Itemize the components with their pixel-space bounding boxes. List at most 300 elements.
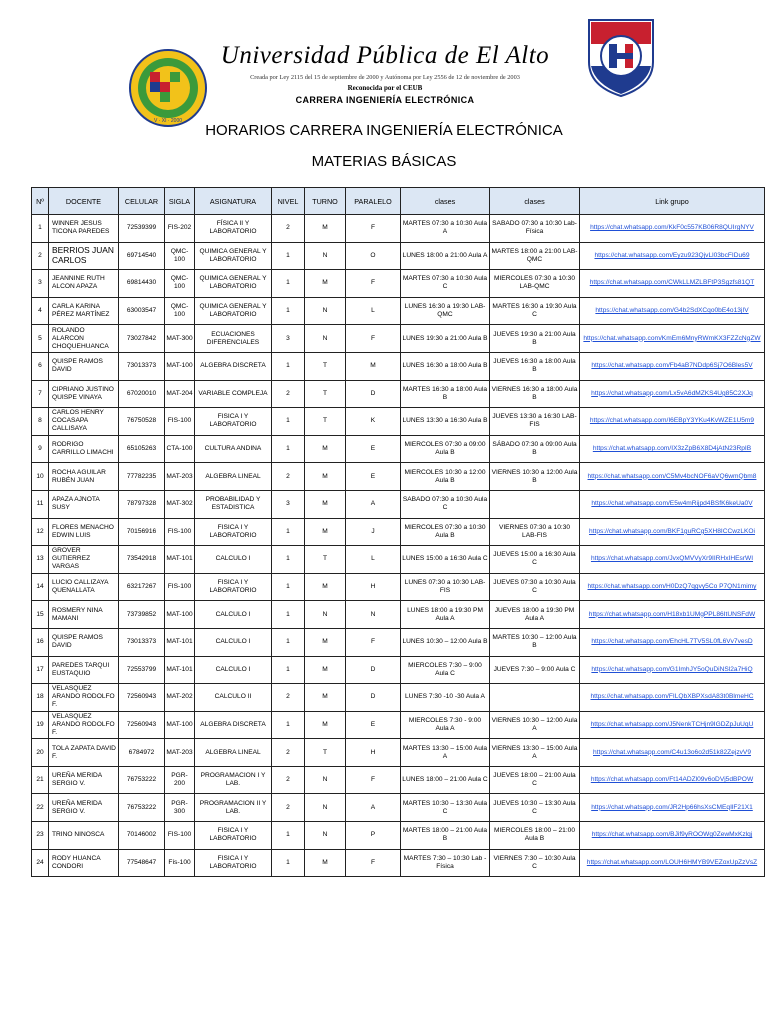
row-number: 8	[32, 408, 49, 436]
section: A	[346, 794, 401, 822]
shift: M	[305, 684, 346, 712]
table-row	[32, 242, 765, 270]
group-link[interactable]: https://chat.whatsapp.com/BKF1guRCg5XH8ICCwzLKOi	[580, 518, 765, 546]
teacher-name: CARLOS HENRY COCASAPA CALLISAYA	[49, 408, 119, 436]
phone: 73013373	[119, 352, 165, 380]
section: L	[346, 546, 401, 574]
subject: FISICA I Y LABORATORIO	[195, 518, 272, 546]
table-row	[32, 628, 765, 656]
column-header: CELULAR	[119, 188, 165, 215]
table-row	[32, 380, 765, 408]
subject: ECUACIONES DIFERENCIALES	[195, 325, 272, 353]
course-code: QMC-100	[165, 242, 195, 270]
phone: 72539399	[119, 215, 165, 243]
group-link[interactable]: https://chat.whatsapp.com/KmEm6MnyRWmKX3FZZcNgZW	[580, 325, 765, 353]
shift: N	[305, 766, 346, 794]
phone: 73027842	[119, 325, 165, 353]
column-header: SIGLA	[165, 188, 195, 215]
page-title: HORARIOS CARRERA INGENIERÍA ELECTRÓNICA	[205, 122, 563, 139]
row-number: 5	[32, 325, 49, 353]
phone: 63217267	[119, 573, 165, 601]
class-schedule-2: JUEVES 19:30 a 21:00 Aula B	[490, 325, 580, 353]
class-schedule-1: MARTES 18:00 – 21:00 Aula B	[401, 822, 490, 850]
table-body	[32, 215, 765, 877]
level: 1	[272, 435, 305, 463]
class-schedule-2: VIERNES 10:30 a 12:00 Aula B	[490, 463, 580, 491]
teacher-name: UREÑA MERIDA SERGIO V.	[49, 766, 119, 794]
section: K	[346, 408, 401, 436]
table-row	[32, 325, 765, 353]
section: F	[346, 849, 401, 877]
level: 1	[272, 408, 305, 436]
teacher-name: RODY HUANCA CONDORI	[49, 849, 119, 877]
class-schedule-1: LUNES 13:30 a 16:30 Aula B	[401, 408, 490, 436]
column-header: clases	[490, 188, 580, 215]
phone: 72553799	[119, 656, 165, 684]
class-schedule-2: VIERNES 07:30 a 10:30 LAB-FIS	[490, 518, 580, 546]
course-code: FIS-100	[165, 822, 195, 850]
table-row	[32, 435, 765, 463]
section: H	[346, 573, 401, 601]
section: L	[346, 297, 401, 325]
creation-law-text: Creada por Ley 2115 del 15 de septiembre de 2000 y Autónoma por Ley 2556 de 12 de noviembre de 2003	[250, 74, 520, 81]
group-link[interactable]: https://chat.whatsapp.com/G1ImhJY5oQuDiNSl2a7HiQ	[580, 656, 765, 684]
class-schedule-2	[490, 490, 580, 518]
course-code: FIS-100	[165, 573, 195, 601]
teacher-name: WINNER JESUS TICONA PAREDES	[49, 215, 119, 243]
row-number: 18	[32, 684, 49, 712]
shift: N	[305, 794, 346, 822]
class-schedule-1: MIERCOLES 7:30 – 9:00 Aula C	[401, 656, 490, 684]
row-number: 20	[32, 739, 49, 767]
row-number: 9	[32, 435, 49, 463]
group-link[interactable]: https://chat.whatsapp.com/JvxQMVVyXr9IIRHxIHEsrWI	[580, 546, 765, 574]
class-schedule-1: LUNES 7:30 -10 -30 Aula A	[401, 684, 490, 712]
phone: 76750528	[119, 408, 165, 436]
group-link[interactable]: https://chat.whatsapp.com/G4b2SdXCqo0bE4o13jIV	[580, 297, 765, 325]
teacher-name: CIPRIANO JUSTINO QUISPE VINAYA	[49, 380, 119, 408]
section: D	[346, 684, 401, 712]
section: O	[346, 242, 401, 270]
shift: M	[305, 435, 346, 463]
group-link[interactable]: https://chat.whatsapp.com/H18xb1UMgPPL86ItUNSFdW	[580, 601, 765, 629]
shift: M	[305, 628, 346, 656]
shift: T	[305, 408, 346, 436]
class-schedule-2: MARTES 10:30 – 12:00 Aula B	[490, 628, 580, 656]
level: 2	[272, 766, 305, 794]
class-schedule-1: LUNES 16:30 a 19:30 LAB-QMC	[401, 297, 490, 325]
shift: N	[305, 822, 346, 850]
svg-text:V · XI · 2000: V · XI · 2000	[153, 118, 183, 124]
university-name: Universidad Pública de El Alto	[220, 42, 550, 69]
table-row	[32, 408, 765, 436]
class-schedule-1: LUNES 16:30 a 18:00 Aula B	[401, 352, 490, 380]
row-number: 23	[32, 822, 49, 850]
document-header	[0, 0, 768, 124]
group-link[interactable]: https://chat.whatsapp.com/Eyzu923QjvLl03bcFIDu69	[580, 242, 765, 270]
section: F	[346, 325, 401, 353]
level: 3	[272, 490, 305, 518]
recognition-text: Reconocida por el CEUB	[347, 84, 423, 92]
row-number: 24	[32, 849, 49, 877]
class-schedule-2: VIERNES 13:30 – 15:00 Aula A	[490, 739, 580, 767]
level: 1	[272, 849, 305, 877]
class-schedule-1: MARTES 10:30 – 13:30 Aula C	[401, 794, 490, 822]
phone: 73739852	[119, 601, 165, 629]
course-code: FIS-202	[165, 215, 195, 243]
subject: FISICA I Y LABORATORIO	[195, 849, 272, 877]
section: E	[346, 435, 401, 463]
subject: FÍSICA II Y LABORATORIO	[195, 215, 272, 243]
level: 2	[272, 215, 305, 243]
level: 1	[272, 352, 305, 380]
class-schedule-1: LUNES 07:30 a 10:30 LAB-FIS	[401, 573, 490, 601]
row-number: 21	[32, 766, 49, 794]
column-header: PARALELO	[346, 188, 401, 215]
subject: FISICA I Y LABORATORIO	[195, 408, 272, 436]
teacher-name: VELASQUEZ ARANDO RODOLFO F.	[49, 684, 119, 712]
row-number: 1	[32, 215, 49, 243]
level: 1	[272, 242, 305, 270]
class-schedule-1: MARTES 13:30 – 15:00 Aula A	[401, 739, 490, 767]
class-schedule-1: MIERCOLES 07:30 a 09:00 Aula B	[401, 435, 490, 463]
subject: QUIMICA GENERAL Y LABORATORIO	[195, 242, 272, 270]
table-row	[32, 352, 765, 380]
group-link[interactable]: https://chat.whatsapp.com/J5NenkTCHjn9IGDZpJuUqU	[580, 711, 765, 739]
column-header: clases	[401, 188, 490, 215]
subject: PROGRAMACION II Y LAB.	[195, 794, 272, 822]
class-schedule-1: LUNES 10:30 – 12:00 Aula B	[401, 628, 490, 656]
course-code: PGR-200	[165, 766, 195, 794]
teacher-name: ROLANDO ALARCON CHOQUEHUANCA	[49, 325, 119, 353]
class-schedule-1: MIERCOLES 10:30 a 12:00 Aula B	[401, 463, 490, 491]
teacher-name: TOLA ZAPATA DAVID F.	[49, 739, 119, 767]
course-code: MAT-101	[165, 656, 195, 684]
row-number: 12	[32, 518, 49, 546]
level: 1	[272, 518, 305, 546]
section: N	[346, 601, 401, 629]
class-schedule-2: JUEVES 7:30 – 9:00 Aula C	[490, 656, 580, 684]
section: F	[346, 215, 401, 243]
level: 1	[272, 601, 305, 629]
level: 1	[272, 573, 305, 601]
phone: 72560943	[119, 711, 165, 739]
class-schedule-2: VIERNES 7:30 – 10:30 Aula C	[490, 849, 580, 877]
course-code: MAT-300	[165, 325, 195, 353]
group-link[interactable]: https://chat.whatsapp.com/Lx5vA6dMZKS4Ug85C2XJq	[580, 380, 765, 408]
group-link[interactable]: https://chat.whatsapp.com/EhcHL7TV5SL0fL6Vv7vesD	[580, 628, 765, 656]
group-link[interactable]: https://chat.whatsapp.com/H0DzQ7qgvy5Co P7QN1mimy	[580, 573, 765, 601]
course-code: MAT-203	[165, 463, 195, 491]
teacher-name: TRINO NINOSCA	[49, 822, 119, 850]
table-row	[32, 215, 765, 243]
table-row	[32, 766, 765, 794]
course-code: Fís-100	[165, 849, 195, 877]
section: E	[346, 463, 401, 491]
course-code: MAT-100	[165, 601, 195, 629]
group-link[interactable]: https://chat.whatsapp.com/IX3zZpB6X8D4jAtN23RpIB	[580, 435, 765, 463]
course-code: MAT-204	[165, 380, 195, 408]
row-number: 2	[32, 242, 49, 270]
table-row	[32, 546, 765, 574]
course-code: MAT-202	[165, 684, 195, 712]
subject: ALGEBRA LINEAL	[195, 463, 272, 491]
group-link[interactable]: https://chat.whatsapp.com/C5Mv4bcNOF6aVQ6wmQbm8	[580, 463, 765, 491]
class-schedule-2: VIERNES 16:30 a 18:00 Aula B	[490, 380, 580, 408]
level: 2	[272, 380, 305, 408]
shift: M	[305, 490, 346, 518]
subject: CALCULO I	[195, 628, 272, 656]
course-code: MAT-203	[165, 739, 195, 767]
level: 2	[272, 684, 305, 712]
teacher-name: UREÑA MERIDA SERGIO V.	[49, 794, 119, 822]
row-number: 13	[32, 546, 49, 574]
class-schedule-1: SABADO 07:30 a 10:30 Aula C	[401, 490, 490, 518]
phone: 70156916	[119, 518, 165, 546]
subject: ALGEBRA DISCRETA	[195, 711, 272, 739]
shift: M	[305, 711, 346, 739]
table-row	[32, 573, 765, 601]
group-link[interactable]: https://chat.whatsapp.com/JR2Hp66hsXsCMEqIlF21X1	[580, 794, 765, 822]
phone: 73542918	[119, 546, 165, 574]
shift: M	[305, 270, 346, 298]
table-row	[32, 656, 765, 684]
column-header: Nº	[32, 188, 49, 215]
group-link[interactable]: https://chat.whatsapp.com/FILQbXBPXsdA83t0BlmeHC	[580, 684, 765, 712]
subject: CALCULO II	[195, 684, 272, 712]
phone: 76753222	[119, 766, 165, 794]
level: 1	[272, 297, 305, 325]
shift: N	[305, 601, 346, 629]
level: 1	[272, 546, 305, 574]
phone: 69814430	[119, 270, 165, 298]
teacher-name: QUISPE RAMOS DAVID	[49, 628, 119, 656]
phone: 77782235	[119, 463, 165, 491]
class-schedule-2: JUEVES 18:00 – 21:00 Aula C	[490, 766, 580, 794]
class-schedule-2: JUEVES 10:30 – 13:30 Aula C	[490, 794, 580, 822]
subject: PROBABILIDAD Y ESTADISTICA	[195, 490, 272, 518]
phone: 73013373	[119, 628, 165, 656]
subject: CALCULO I	[195, 656, 272, 684]
section: A	[346, 490, 401, 518]
subject: CALCULO I	[195, 546, 272, 574]
section: D	[346, 656, 401, 684]
course-code: MAT-101	[165, 628, 195, 656]
table-row	[32, 518, 765, 546]
shift: M	[305, 573, 346, 601]
subject: ALGEBRA LINEAL	[195, 739, 272, 767]
table-row	[32, 684, 765, 712]
phone: 67020010	[119, 380, 165, 408]
table-row	[32, 822, 765, 850]
shift: N	[305, 242, 346, 270]
course-code: QMC-100	[165, 297, 195, 325]
teacher-name: GROVER GUTIERREZ VARGAS	[49, 546, 119, 574]
level: 2	[272, 739, 305, 767]
section: F	[346, 628, 401, 656]
teacher-name: BERRIOS JUAN CARLOS	[49, 242, 119, 270]
row-number: 10	[32, 463, 49, 491]
phone: 78797328	[119, 490, 165, 518]
table-row	[32, 297, 765, 325]
phone: 63003547	[119, 297, 165, 325]
group-link[interactable]: https://chat.whatsapp.com/E5w4mRijpd4BSfK6keUa0V	[580, 490, 765, 518]
teacher-name: PAREDES TARQUI EUSTAQUIO	[49, 656, 119, 684]
table-row	[32, 849, 765, 877]
section: D	[346, 380, 401, 408]
group-link[interactable]: https://chat.whatsapp.com/Fb4aB7NDdp6Sj7O6Bles5V	[580, 352, 765, 380]
teacher-name: QUISPE RAMOS DAVID	[49, 352, 119, 380]
column-header: ASIGNATURA	[195, 188, 272, 215]
course-code: PGR-300	[165, 794, 195, 822]
class-schedule-2: JUEVES 18:00 a 19:30 PM Aula A	[490, 601, 580, 629]
row-number: 3	[32, 270, 49, 298]
table-row	[32, 463, 765, 491]
row-number: 22	[32, 794, 49, 822]
row-number: 16	[32, 628, 49, 656]
engineering-shield-logo	[585, 14, 657, 98]
subject: FISICA I Y LABORATORIO	[195, 822, 272, 850]
class-schedule-2	[490, 684, 580, 712]
class-schedule-2: MARTES 18:00 a 21:00 LAB-QMC	[490, 242, 580, 270]
level: 1	[272, 822, 305, 850]
class-schedule-1: MARTES 7:30 – 10:30 Lab - Física	[401, 849, 490, 877]
section: M	[346, 352, 401, 380]
subject: VARIABLE COMPLEJA	[195, 380, 272, 408]
course-code: FIS-100	[165, 408, 195, 436]
column-header: TURNO	[305, 188, 346, 215]
phone: 69714540	[119, 242, 165, 270]
class-schedule-2: MIERCOLES 18:00 – 21:00 Aula B	[490, 822, 580, 850]
section: H	[346, 739, 401, 767]
course-code: MAT-100	[165, 352, 195, 380]
class-schedule-2: VIERNES 10:30 – 12:00 Aula A	[490, 711, 580, 739]
class-schedule-2: JUEVES 07:30 a 10:30 Aula C	[490, 573, 580, 601]
level: 3	[272, 325, 305, 353]
section: E	[346, 711, 401, 739]
level: 1	[272, 656, 305, 684]
subject: FISICA I Y LABORATORIO	[195, 573, 272, 601]
level: 1	[272, 711, 305, 739]
class-schedule-1: MIERCOLES 07:30 a 10:30 Aula B	[401, 518, 490, 546]
level: 2	[272, 463, 305, 491]
phone: 76753222	[119, 794, 165, 822]
class-schedule-2: MIERCOLES 07:30 a 10:30 LAB-QMC	[490, 270, 580, 298]
class-schedule-1: MARTES 07:30 a 10:30 Aula A	[401, 215, 490, 243]
column-header: Link grupo	[580, 188, 765, 215]
subject: QUIMICA GENERAL Y LABORATORIO	[195, 297, 272, 325]
class-schedule-1: LUNES 15:00 a 16:30 Aula C	[401, 546, 490, 574]
page-subtitle: MATERIAS BÁSICAS	[311, 153, 457, 170]
schedule-table	[31, 187, 765, 877]
subject: CALCULO I	[195, 601, 272, 629]
teacher-name: RODRIGO CARRILLO LIMACHI	[49, 435, 119, 463]
row-number: 6	[32, 352, 49, 380]
class-schedule-1: MARTES 16:30 a 18:00 Aula B	[401, 380, 490, 408]
subject: PROGRAMACION I Y LAB.	[195, 766, 272, 794]
teacher-name: JEANNINE RUTH ALCON APAZA	[49, 270, 119, 298]
level: 1	[272, 628, 305, 656]
shift: M	[305, 518, 346, 546]
column-header: NIVEL	[272, 188, 305, 215]
phone: 6784972	[119, 739, 165, 767]
subject: CULTURA ANDINA	[195, 435, 272, 463]
class-schedule-1: LUNES 18:00 – 21:00 Aula C	[401, 766, 490, 794]
subject: ALGEBRA DISCRETA	[195, 352, 272, 380]
shift: N	[305, 325, 346, 353]
teacher-name: ROCHA AGUILAR RUBÉN JUAN	[49, 463, 119, 491]
class-schedule-2: JUEVES 16:30 a 18:00 Aula B	[490, 352, 580, 380]
row-number: 19	[32, 711, 49, 739]
table-row	[32, 711, 765, 739]
course-code: QMC-100	[165, 270, 195, 298]
table-row	[32, 490, 765, 518]
shift: M	[305, 656, 346, 684]
teacher-name: CARLA KARINA PÉREZ MARTÍNEZ	[49, 297, 119, 325]
shift: M	[305, 849, 346, 877]
group-link[interactable]: https://chat.whatsapp.com/KkF0c557KB06R8QUIrgNYV	[580, 215, 765, 243]
course-code: MAT-101	[165, 546, 195, 574]
class-schedule-2: JUEVES 15:00 a 16:30 Aula C	[490, 546, 580, 574]
section: J	[346, 518, 401, 546]
teacher-name: FLORES MENACHO EDWIN LUIS	[49, 518, 119, 546]
phone: 77548647	[119, 849, 165, 877]
shift: T	[305, 352, 346, 380]
group-link[interactable]: https://chat.whatsapp.com/I6EBpY3YKu4KvWZE1U5m9	[580, 408, 765, 436]
table-row	[32, 739, 765, 767]
class-schedule-1: LUNES 19:30 a 21:00 Aula B	[401, 325, 490, 353]
teacher-name: APAZA AJNOTA SUSY	[49, 490, 119, 518]
class-schedule-2: JUEVES 13:30 a 16:30 LAB-FIS	[490, 408, 580, 436]
subject: QUIMICA GENERAL Y LABORATORIO	[195, 270, 272, 298]
row-number: 15	[32, 601, 49, 629]
table-row	[32, 270, 765, 298]
class-schedule-2: SÁBADO 07:30 a 09:00 Aula B	[490, 435, 580, 463]
phone: 72560943	[119, 684, 165, 712]
shift: T	[305, 739, 346, 767]
class-schedule-1: LUNES 18:00 a 21:00 Aula A	[401, 242, 490, 270]
table-row	[32, 601, 765, 629]
class-schedule-2: SABADO 07:30 a 10:30 Lab-Física	[490, 215, 580, 243]
shift: N	[305, 297, 346, 325]
course-code: FIS-100	[165, 518, 195, 546]
group-link[interactable]: https://chat.whatsapp.com/LOUH6HMYB9VEZoxUpZzVsZ	[580, 849, 765, 877]
row-number: 11	[32, 490, 49, 518]
shift: M	[305, 463, 346, 491]
teacher-name: LUCIO CALLIZAYA QUENALLATA	[49, 573, 119, 601]
class-schedule-1: MARTES 07:30 a 10:30 Aula C	[401, 270, 490, 298]
class-schedule-1: MIERCOLES 7:30 - 9:00 Aula A	[401, 711, 490, 739]
table-header-row	[32, 188, 765, 215]
shift: M	[305, 215, 346, 243]
row-number: 7	[32, 380, 49, 408]
class-schedule-1: LUNES 18:00 a 19:30 PM Aula A	[401, 601, 490, 629]
group-link[interactable]: https://chat.whatsapp.com/Ft14ADZl09v6oDVj5dBPOW	[580, 766, 765, 794]
row-number: 17	[32, 656, 49, 684]
course-code: MAT-302	[165, 490, 195, 518]
phone: 65105263	[119, 435, 165, 463]
course-code: CTA-100	[165, 435, 195, 463]
section: P	[346, 822, 401, 850]
teacher-name: VELASQUEZ ARANDO RODOLFO F.	[49, 711, 119, 739]
shift: T	[305, 546, 346, 574]
group-link[interactable]: https://chat.whatsapp.com/C4u13o6o2d51k82ZejzvV9	[580, 739, 765, 767]
group-link[interactable]: https://chat.whatsapp.com/CWkLLMZLBFtP3Sgzfs81QT	[580, 270, 765, 298]
group-link[interactable]: https://chat.whatsapp.com/BJif9yROOWg0ZewMxKzlqj	[580, 822, 765, 850]
career-name: CARRERA INGENIERÍA ELECTRÓNICA	[295, 95, 475, 105]
section: F	[346, 270, 401, 298]
level: 2	[272, 794, 305, 822]
